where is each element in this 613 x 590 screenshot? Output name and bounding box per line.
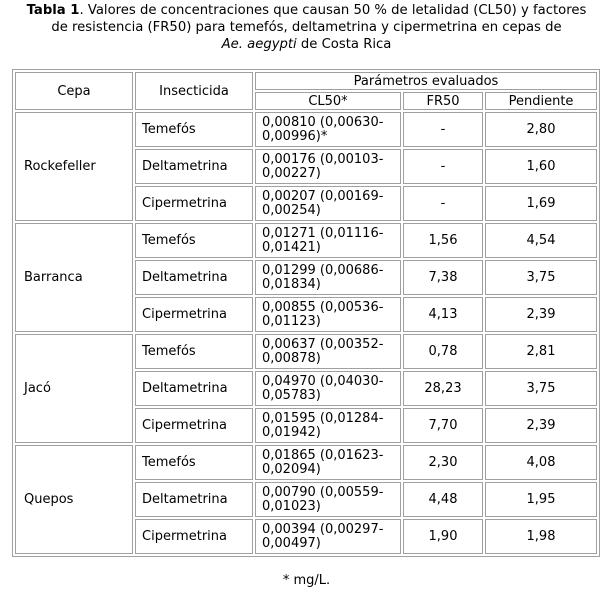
cl50-line-2: 0,00497) [262,535,321,551]
cl50-line-2: 0,00227) [262,165,321,181]
cl50-cell [255,519,401,554]
cl50-cell [255,445,401,480]
caption-text-1: . Valores de concentraciones que causan 50 % de letalidad (CL50) y factores [79,3,587,18]
cepa-cell: Barranca [15,223,133,332]
table-row [15,223,597,258]
footnote: * mg/L. [282,573,331,588]
cl50-line-1: 0,00176 (0,00103- [262,151,384,167]
cl50-line-1: 0,01271 (0,01116- [262,225,384,241]
pendiente-cell: 4,54 [485,223,597,258]
insecticida-cell: Deltametrina [135,149,253,184]
fr50-cell: 2,30 [403,445,483,480]
cl50-line-1: 0,00855 (0,00536- [262,299,384,315]
insecticida-cell: Deltametrina [135,260,253,295]
pendiente-cell: 4,08 [485,445,597,480]
cl50-cell [255,186,401,221]
cl50-cell [255,297,401,332]
table-row [15,112,597,147]
results-table [12,69,600,557]
caption-label: Tabla 1 [26,3,80,18]
pendiente-cell: 2,39 [485,408,597,443]
cl50-cell [255,408,401,443]
caption-line-2: de resistencia (FR50) para temefós, deltametrina y cipermetrina en cepas de [51,20,562,35]
cl50-line-1: 0,01865 (0,01623- [262,447,384,463]
table-row [15,445,597,480]
caption-line-1 [0,2,613,19]
pendiente-cell: 1,69 [485,186,597,221]
insecticida-cell: Cipermetrina [135,186,253,221]
cl50-line-1: 0,00207 (0,00169- [262,188,384,204]
insecticida-cell: Cipermetrina [135,297,253,332]
cl50-line-2: 0,05783) [262,387,321,403]
cepa-cell: Quepos [15,445,133,554]
cepa-cell: Jacó [15,334,133,443]
insecticida-cell: Deltametrina [135,371,253,406]
fr50-cell: 4,48 [403,482,483,517]
cl50-line-1: 0,01595 (0,01284- [262,410,384,426]
caption-species: Ae. aegypti [221,37,297,52]
table-caption [0,2,613,53]
cl50-line-2: 0,01123) [262,313,321,329]
pendiente-cell: 3,75 [485,371,597,406]
fr50-cell: - [403,112,483,147]
cl50-line-1: 0,00637 (0,00352- [262,336,384,352]
insecticida-cell: Cipermetrina [135,519,253,554]
cl50-cell [255,371,401,406]
cl50-line-1: 0,01299 (0,00686- [262,262,384,278]
fr50-cell: 7,70 [403,408,483,443]
fr50-cell: 7,38 [403,260,483,295]
fr50-cell: 1,56 [403,223,483,258]
header-parametros: Parámetros evaluados [255,72,597,90]
header-pendiente: Pendiente [485,92,597,110]
insecticida-cell: Temefós [135,445,253,480]
cl50-line-2: 0,01421) [262,239,321,255]
cl50-line-2: 0,00878) [262,350,321,366]
fr50-cell: 1,90 [403,519,483,554]
cl50-line-1: 0,04970 (0,04030- [262,373,384,389]
cl50-cell [255,260,401,295]
pendiente-cell: 1,95 [485,482,597,517]
pendiente-cell: 3,75 [485,260,597,295]
cl50-line-2: 0,00996)* [262,128,328,144]
cl50-line-2: 0,01942) [262,424,321,440]
cl50-line-2: 0,01023) [262,498,321,514]
pendiente-cell: 2,80 [485,112,597,147]
pendiente-cell: 2,81 [485,334,597,369]
cl50-line-2: 0,01834) [262,276,321,292]
cl50-line-2: 0,00254) [262,202,321,218]
cl50-line-1: 0,00394 (0,00297- [262,521,384,537]
cl50-cell [255,223,401,258]
fr50-cell: - [403,149,483,184]
insecticida-cell: Temefós [135,112,253,147]
fr50-cell: 28,23 [403,371,483,406]
caption-line-3 [0,36,613,53]
cl50-line-1: 0,00790 (0,00559- [262,484,384,500]
cl50-cell [255,112,401,147]
fr50-cell: - [403,186,483,221]
pendiente-cell: 1,98 [485,519,597,554]
header-cepa: Cepa [15,72,133,110]
header-insecticida: Insecticida [135,72,253,110]
table-body [15,112,597,554]
insecticida-cell: Temefós [135,223,253,258]
cl50-line-1: 0,00810 (0,00630- [262,114,384,130]
cl50-cell [255,334,401,369]
insecticida-cell: Deltametrina [135,482,253,517]
insecticida-cell: Temefós [135,334,253,369]
pendiente-cell: 1,60 [485,149,597,184]
cl50-cell [255,149,401,184]
pendiente-cell: 2,39 [485,297,597,332]
cl50-line-2: 0,02094) [262,461,321,477]
header-cl50: CL50* [255,92,401,110]
caption-text-3: de Costa Rica [296,37,392,52]
cl50-cell [255,482,401,517]
table-row [15,334,597,369]
fr50-cell: 0,78 [403,334,483,369]
insecticida-cell: Cipermetrina [135,408,253,443]
cepa-cell: Rockefeller [15,112,133,221]
header-row-1 [15,72,597,90]
fr50-cell: 4,13 [403,297,483,332]
header-fr50: FR50 [403,92,483,110]
